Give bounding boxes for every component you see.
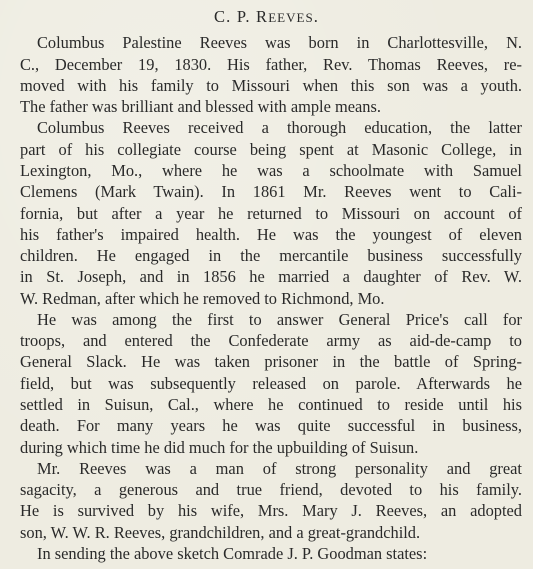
text-line: field, but was subsequently released on parole. Afterwards he [20, 374, 522, 393]
heading-initials: C. P. R [213, 7, 269, 26]
text-line: W. Redman, after which he removed to Richmond, Mo. [20, 289, 385, 308]
text-line: moved with his family to Missouri when this son was a youth. [20, 76, 522, 95]
heading-small-caps: EEVES [268, 10, 314, 25]
text-line: during which time he did much for the upbuilding of Suisun. [20, 438, 419, 457]
text-line: son, W. W. R. Reeves, grandchildren, and a great-grandchild. [20, 523, 421, 542]
page-heading [0, 6, 533, 29]
text-line: Mr. Reeves was a man of strong personality and great [37, 459, 522, 478]
text-line: He is survived by his wife, Mrs. Mary J. Reeves, an adopted [20, 501, 522, 520]
text-line: Columbus Reeves received a thorough education, the latter [37, 118, 522, 137]
text-line: death. For many years he was quite successful in business, [20, 416, 522, 435]
text-line: The father was brilliant and blessed with ample means. [20, 97, 381, 116]
text-line: fornia, but after a year he returned to Missouri on account of [20, 204, 522, 223]
text-line: his father's impaired health. He was the youngest of eleven [20, 225, 522, 244]
text-line: Columbus Palestine Reeves was born in Charlottesville, N. [37, 33, 522, 52]
text-line: C., December 19, 1830. His father, Rev. Thomas Reeves, re- [20, 55, 522, 74]
text-line: part of his collegiate course being spent at Masonic College, in [20, 140, 522, 159]
text-line: In sending the above sketch Comrade J. P. Goodman states: [37, 544, 428, 563]
text-line: Clemens (Mark Twain). In 1861 Mr. Reeves went to Cali- [20, 182, 522, 201]
text-line: settled in Suisun, Cal., where he continued to reside until his [20, 395, 522, 414]
text-line: General Slack. He was taken prisoner in the battle of Spring- [20, 352, 522, 371]
text-line: in St. Joseph, and in 1856 he married a daughter of Rev. W. [20, 267, 522, 286]
text-line: He was among the first to answer General Price's call for [37, 310, 522, 329]
text-line: troops, and entered the Confederate army as aid-de-camp to [20, 331, 522, 350]
text-line: sagacity, a generous and true friend, devoted to his family. [20, 480, 522, 499]
text-line: children. He engaged in the mercantile business successfully [20, 246, 522, 265]
text-line: Lexington, Mo., where he was a schoolmate with Samuel [20, 161, 522, 180]
heading-period: . [313, 7, 320, 26]
